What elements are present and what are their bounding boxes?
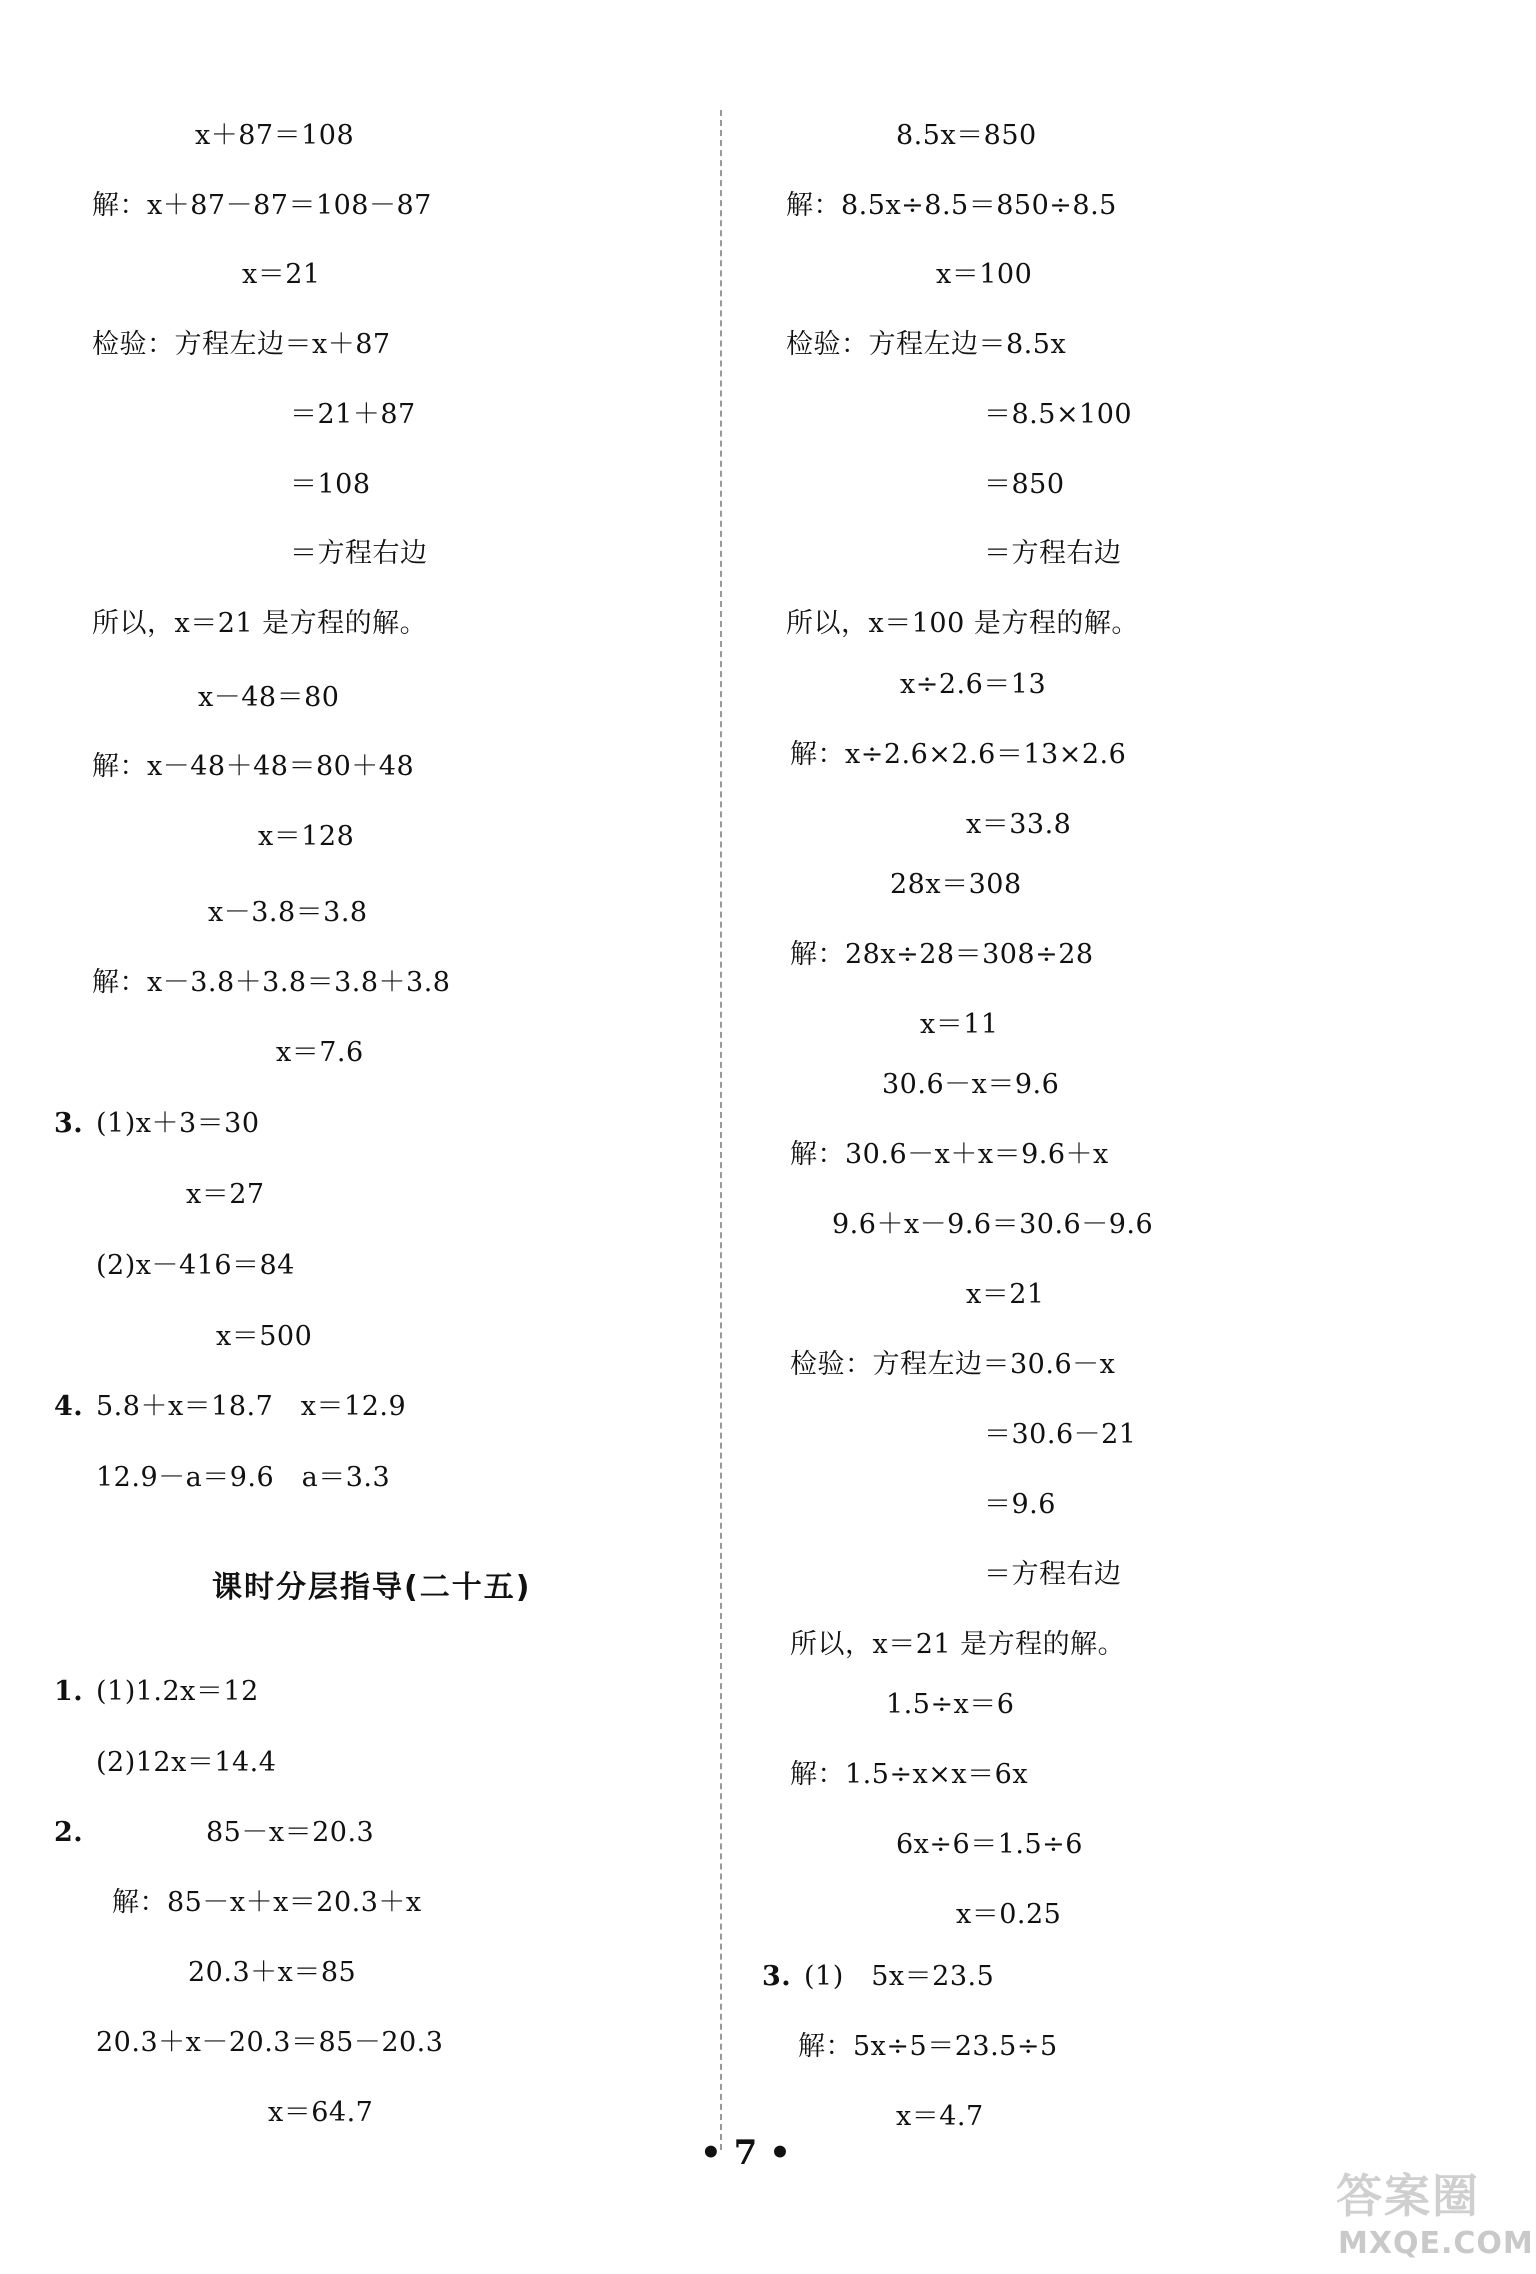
solution-line: 解：30.6－x＋x＝9.6＋x <box>790 1139 1109 1170</box>
solution-step: 20.3＋x＝85 <box>188 1957 357 1988</box>
question-number: 3. <box>762 1961 792 1992</box>
equation-line: 1.5÷x＝6 <box>886 1689 1015 1720</box>
result-line: x＝7.6 <box>276 1037 364 1068</box>
equation-line: x÷2.6＝13 <box>900 669 1047 700</box>
solution-line: 解：5x÷5＝23.5÷5 <box>798 2031 1058 2062</box>
equation-line: 8.5x＝850 <box>896 120 1037 151</box>
conclusion-line: 所以，x＝100 是方程的解。 <box>786 608 1139 639</box>
left-column <box>0 0 700 2274</box>
check-step: ＝方程右边 <box>290 538 428 569</box>
right-column <box>700 0 1536 2274</box>
equation-line: 12.9－a＝9.6 a＝3.3 <box>96 1462 391 1493</box>
result-line: x＝27 <box>186 1179 265 1210</box>
solution-line: 解：x－3.8＋3.8＝3.8＋3.8 <box>92 967 451 998</box>
equation-line: 85－x＝20.3 <box>206 1817 375 1848</box>
solution-line: 解：x－48＋48＝80＋48 <box>92 751 415 782</box>
conclusion-line: 所以，x＝21 是方程的解。 <box>92 608 428 639</box>
result-line: x＝64.7 <box>268 2097 374 2128</box>
check-step: ＝21＋87 <box>290 399 416 430</box>
solution-line: 解：28x÷28＝308÷28 <box>790 939 1094 970</box>
site-watermark <box>1336 2168 1534 2268</box>
question-number: 2. <box>54 1817 84 1848</box>
equation-line: (1)x＋3＝30 <box>96 1108 260 1139</box>
solution-line: 解：1.5÷x×x＝6x <box>790 1759 1029 1790</box>
solution-line: 解：85－x＋x＝20.3＋x <box>112 1887 422 1918</box>
result-line: x＝4.7 <box>896 2101 984 2132</box>
result-line: x＝33.8 <box>966 809 1072 840</box>
question-number: 4. <box>54 1391 84 1422</box>
solution-line: 解：x＋87－87＝108－87 <box>92 190 432 221</box>
equation-line: (1)1.2x＝12 <box>96 1676 259 1707</box>
check-line: 检验：方程左边＝30.6－x <box>790 1349 1116 1380</box>
equation-line: x－3.8＝3.8 <box>208 897 368 928</box>
check-step: ＝方程右边 <box>984 1559 1122 1590</box>
equation-line: (1) 5x＝23.5 <box>804 1961 995 1992</box>
solution-step: 9.6＋x－9.6＝30.6－9.6 <box>832 1209 1154 1240</box>
solution-line: 解：8.5x÷8.5＝850÷8.5 <box>786 190 1117 221</box>
solution-step: 6x÷6＝1.5÷6 <box>896 1829 1083 1860</box>
solution-line: 解：x÷2.6×2.6＝13×2.6 <box>790 739 1127 770</box>
check-step: ＝108 <box>290 469 371 500</box>
equation-line: 30.6－x＝9.6 <box>882 1069 1060 1100</box>
equation-line: 5.8＋x＝18.7 x＝12.9 <box>96 1391 407 1422</box>
question-number: 1. <box>54 1676 84 1707</box>
watermark-logo-text: 答案圈 <box>1336 2169 1480 2223</box>
check-step: ＝8.5×100 <box>984 399 1133 430</box>
result-line: x＝21 <box>966 1279 1045 1310</box>
solution-step: 20.3＋x－20.3＝85－20.3 <box>96 2027 444 2058</box>
check-line: 检验：方程左边＝8.5x <box>786 329 1067 360</box>
result-line: x＝0.25 <box>956 1899 1062 1930</box>
equation-line: (2)12x＝14.4 <box>96 1747 277 1778</box>
result-line: x＝11 <box>920 1009 999 1040</box>
result-line: x＝21 <box>242 259 321 290</box>
section-heading: 课时分层指导(二十五) <box>212 1570 532 1605</box>
equation-line: (2)x－416＝84 <box>96 1250 295 1281</box>
check-step: ＝9.6 <box>984 1489 1056 1520</box>
check-step: ＝850 <box>984 469 1065 500</box>
check-line: 检验：方程左边＝x＋87 <box>92 329 391 360</box>
equation-line: x＋87＝108 <box>195 120 355 151</box>
check-step: ＝30.6－21 <box>984 1419 1137 1450</box>
result-line: x＝100 <box>936 259 1033 290</box>
equation-line: x－48＝80 <box>198 682 340 713</box>
result-line: x＝500 <box>216 1321 313 1352</box>
check-step: ＝方程右边 <box>984 538 1122 569</box>
page-number: • 7 • <box>700 2133 791 2173</box>
conclusion-line: 所以，x＝21 是方程的解。 <box>790 1629 1126 1660</box>
watermark-domain: MXQE.COM <box>1338 2226 1534 2261</box>
question-number: 3. <box>54 1108 84 1139</box>
result-line: x＝128 <box>258 821 355 852</box>
equation-line: 28x＝308 <box>890 869 1022 900</box>
